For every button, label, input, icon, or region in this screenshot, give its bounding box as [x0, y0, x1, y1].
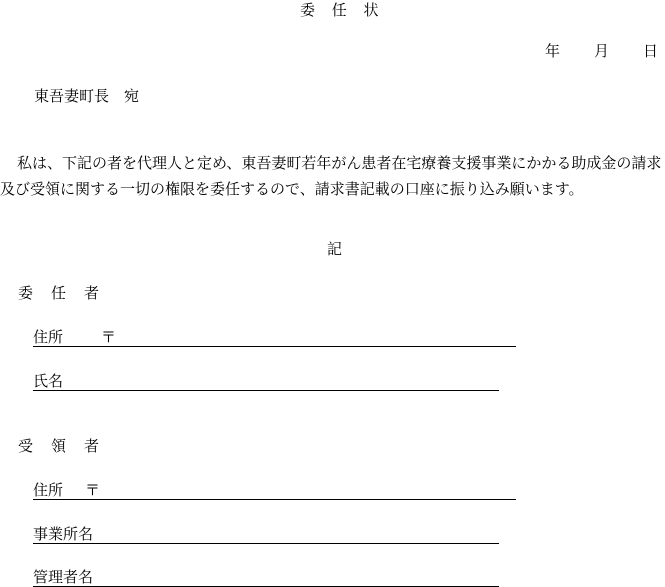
recipient-office-label: 事業所名	[33, 525, 94, 543]
recipient-address-field[interactable]	[33, 481, 516, 500]
addressee: 東吾妻町長 宛	[34, 87, 140, 105]
delegate-name-field[interactable]	[33, 372, 499, 391]
ki-heading: 記	[327, 240, 343, 258]
recipient-address-label: 住所	[33, 481, 64, 499]
recipient-manager-label: 管理者名	[33, 568, 94, 586]
delegate-address-label: 住所	[33, 328, 64, 346]
delegate-address-field[interactable]	[33, 328, 516, 347]
body-paragraph: 私は、下記の者を代理人と定め、東吾妻町若年がん患者在宅療養支援事業にかかる助成金の請求及び受領に関する一切の権限を委任するので、請求書記載の口座に振り込み願います。	[0, 154, 662, 198]
delegate-postal-mark: 〒	[101, 328, 117, 346]
recipient-heading: 受領者	[18, 437, 118, 455]
delegate-heading: 委任者	[18, 284, 118, 302]
recipient-office-field[interactable]	[33, 525, 499, 544]
delegate-name-label: 氏名	[33, 372, 64, 390]
recipient-postal-mark: 〒	[85, 481, 101, 499]
document-title: 委 任 状	[300, 1, 385, 19]
date-line	[545, 44, 658, 59]
recipient-manager-field[interactable]	[33, 568, 499, 587]
date-day-label: 日	[643, 42, 659, 60]
date-month-label: 月	[594, 42, 610, 60]
date-year-label: 年	[545, 42, 561, 60]
